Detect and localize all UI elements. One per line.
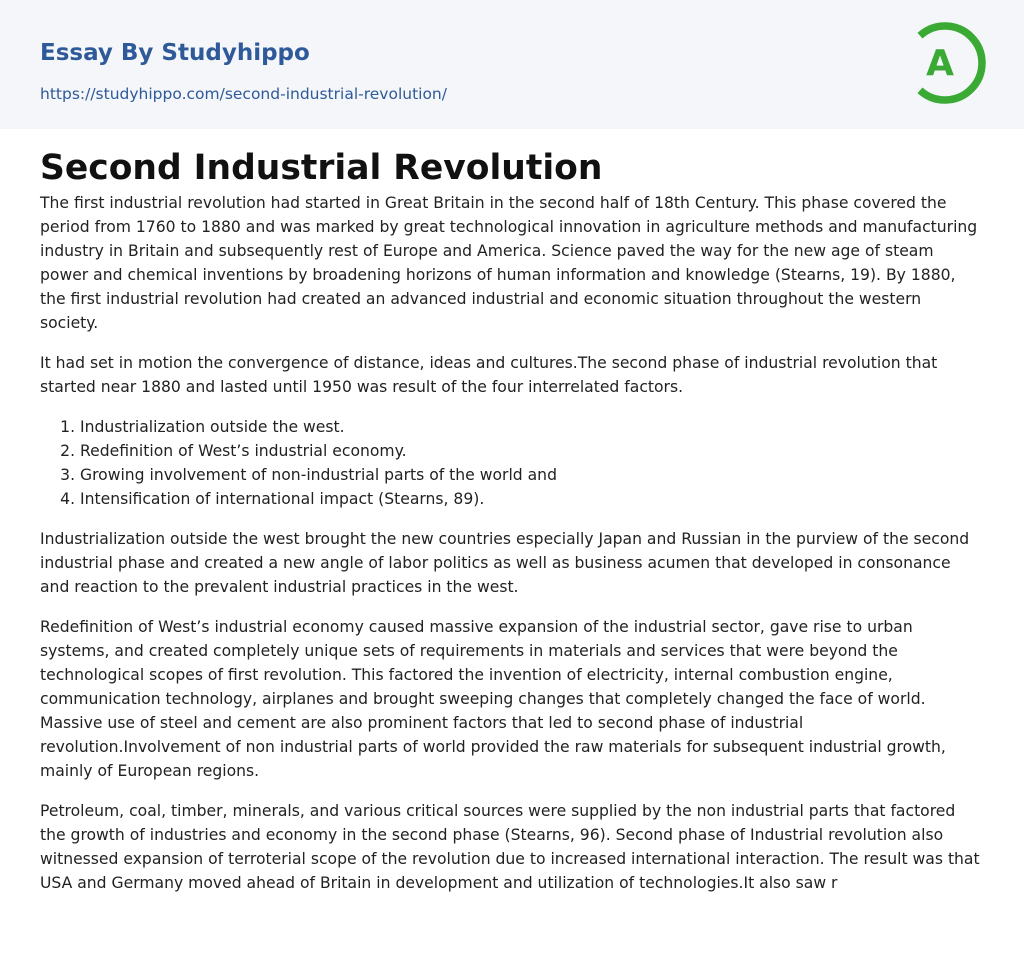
list-item: 2. Redefinition of West’s industrial economy. bbox=[80, 439, 984, 463]
list-item: 1. Industrialization outside the west. bbox=[80, 415, 984, 439]
factors-list bbox=[40, 415, 984, 511]
article-title: Second Industrial Revolution bbox=[40, 148, 603, 188]
list-item: 4. Intensification of international impact (Stearns, 89). bbox=[80, 487, 984, 511]
paragraph-1: The first industrial revolution had started in Great Britain in the second half of 18th Century. This phase covered the period from 1760 to 1880 and was marked by great technological innovation in agriculture methods and manufacturing industry in Britain and subsequently rest of Europe and America. Science paved the way for the new age of steam power and chemical inventions by broadening horizons of human information and knowledge (Stearns, 19). By 1880, the first industrial revolution had created an advanced industrial and economic situation throughout the western society. bbox=[40, 194, 978, 332]
page-header bbox=[0, 0, 1024, 129]
brand-title: Essay By Studyhippo bbox=[40, 40, 310, 66]
studyhippo-logo-icon[interactable] bbox=[910, 18, 988, 108]
paragraph-4: Redefinition of West’s industrial economy caused massive expansion of the industrial sector, gave rise to urban systems, and created completely unique sets of requirements in materials and services that were beyond the technological scopes of first revolution. This factored the invention of electricity, internal combustion engine, communication technology, airplanes and brought sweeping changes that completely changed the face of world. Massive use of steel and cement are also prominent factors that led to second phase of industrial revolution.Involvement of non industrial parts of world provided the raw materials for subsequent industrial growth, mainly of European regions. bbox=[40, 618, 946, 780]
paragraph-3: Industrialization outside the west brought the new countries especially Japan and Russian in the purview of the second industrial phase and created a new angle of labor politics as well as business acumen that developed in consonance and reaction to the prevalent industrial practices in the west. bbox=[40, 530, 970, 596]
paragraph-2: It had set in motion the convergence of distance, ideas and cultures.The second phase of industrial revolution that started near 1880 and lasted until 1950 was result of the four interrelated factors. bbox=[40, 354, 938, 396]
logo-letter: A bbox=[926, 43, 954, 84]
paragraph-5: Petroleum, coal, timber, minerals, and various critical sources were supplied by the non industrial parts that factored the growth of industries and economy in the second phase (Stearns, 96). Second phase of Industrial revolution also witnessed expansion of terroterial scope of the revolution due to increased international interaction. The result was that USA and Germany moved ahead of Britain in development and utilization of technologies.It also saw r bbox=[40, 802, 980, 892]
source-url-link[interactable]: https://studyhippo.com/second-industrial-revolution/ bbox=[40, 85, 447, 103]
article-body bbox=[0, 129, 1024, 895]
list-item: 3. Growing involvement of non-industrial parts of the world and bbox=[80, 463, 984, 487]
